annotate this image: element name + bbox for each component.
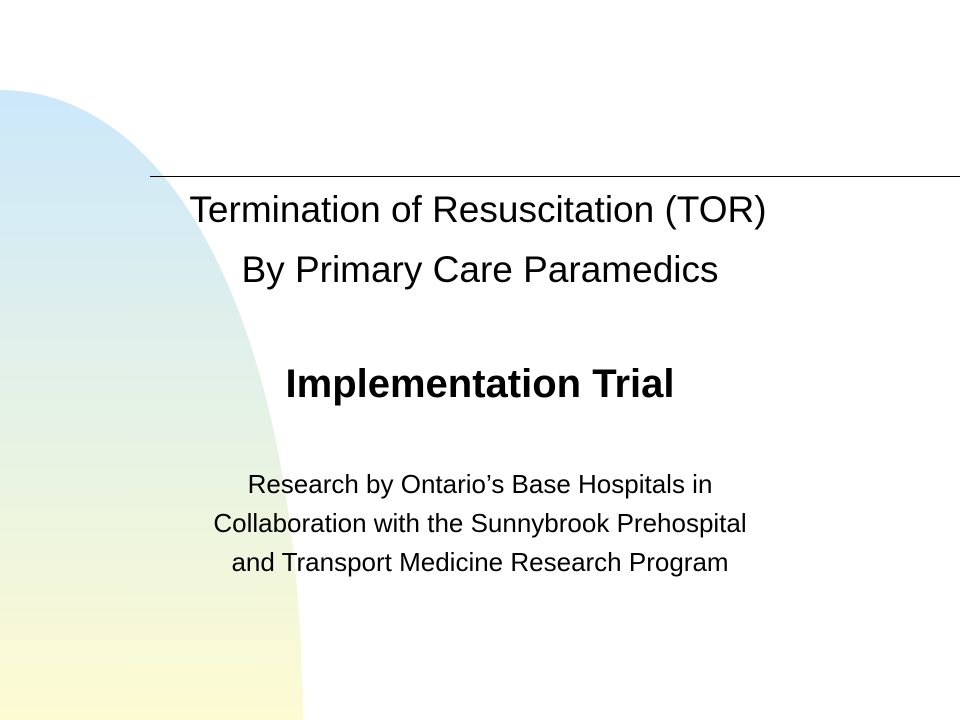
slide-title-line-2: By Primary Care Paramedics bbox=[241, 249, 719, 290]
title-divider-line bbox=[150, 176, 960, 177]
slide-heading: Implementation Trial bbox=[285, 362, 675, 406]
subtitle-line-3: and Transport Medicine Research Program bbox=[231, 547, 729, 577]
slide-title-line-1: Termination of Resuscitation (TOR) bbox=[189, 189, 767, 230]
subtitle-line-2: Collaboration with the Sunnybrook Prehospital bbox=[213, 508, 747, 538]
subtitle-line-1: Research by Ontario’s Base Hospitals in bbox=[247, 469, 713, 499]
